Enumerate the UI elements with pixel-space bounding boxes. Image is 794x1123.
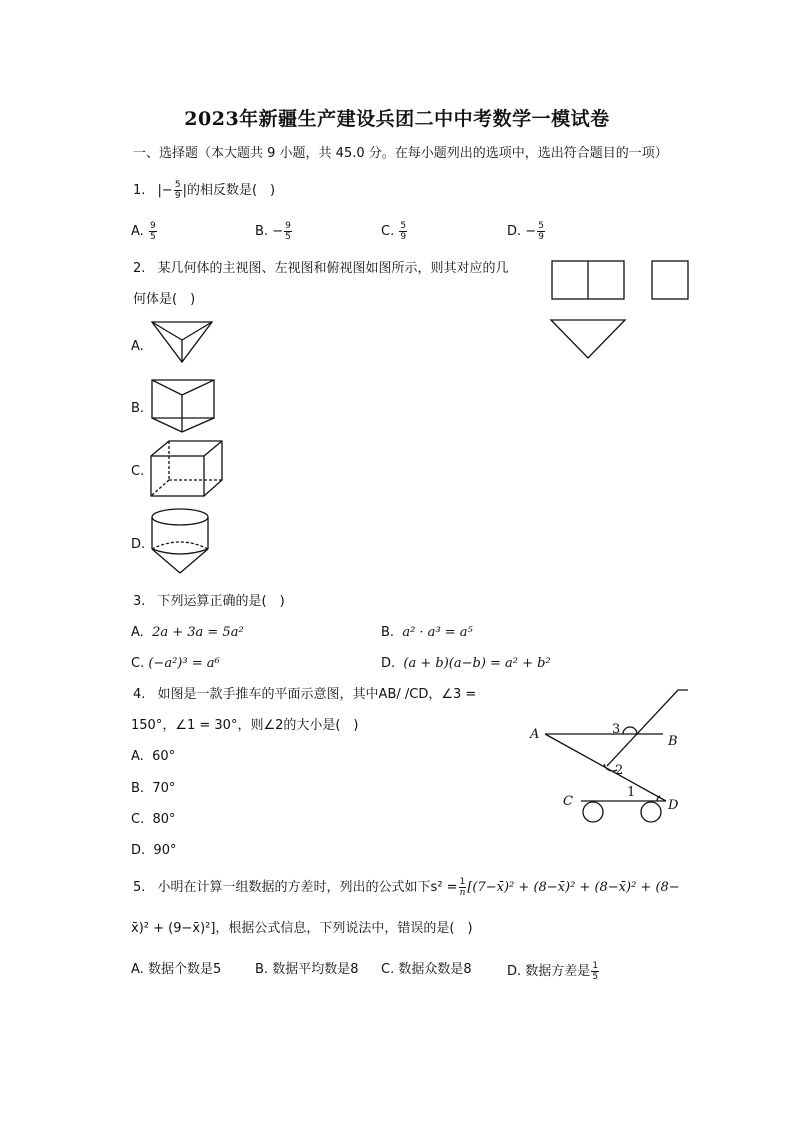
page-title: 2023年新疆生产建设兵团二中中考数学一模试卷 [184,108,610,130]
q3-option-d[interactable]: D. (a + b)(a−b) = a² + b² [381,656,551,671]
q3-option-c[interactable]: C. (−a²)³ = a⁶ [131,656,220,671]
q5-option-d[interactable]: D. 数据方差是 $\frac{1}{5}$ [507,961,599,982]
q1-option-c[interactable]: C. $\frac{5}{9}$ [381,221,407,242]
q5-option-a[interactable]: A. 数据个数是5 [131,962,222,977]
question-5-line2: x̄)² + (9−x̄)²]，根据公式信息，下列说法中，错误的是( ) [131,921,473,936]
question-4: 4. 如图是一款手推车的平面示意图，其中AB/ /CD，∠3 = [133,687,477,702]
fraction: $\frac{5}{9}$ [174,180,181,201]
question-5: 5. 小明在计算一组数据的方差时，列出的公式如下s² = $\frac{1}{n}$ [(7−x̄)² + (8−x̄)² + (8−x̄)² + (8− [133,877,680,898]
label-B: B [668,734,678,749]
q2-option-b[interactable]: B. [131,401,145,416]
q4-option-b[interactable]: B. 70° [131,781,176,796]
q4-option-a[interactable]: A. 60° [131,749,176,764]
question-1: 1. |− $\frac{5}{9}$ |的相反数是( ) [133,180,276,201]
question-stem: 的相反数是( ) [186,183,276,198]
question-4-line2: 150°，∠1 = 30°，则∠2的大小是( ) [131,718,359,733]
question-number: 5. [133,880,146,895]
question-number: 3. [133,594,146,609]
section-heading: 一、选择题（本大题共 9 小题，共 45.0 分。在每小题列出的选项中，选出符合题目的一项） [133,146,668,161]
q2-option-c[interactable]: C. [131,464,145,479]
label-C: C [563,794,573,809]
question-number: 4. [133,687,146,702]
question-2: 2. 某几何体的主视图、左视图和俯视图如图所示，则其对应的几 [133,261,509,276]
label-angle-1: 1 [627,785,636,800]
label-A: A [530,727,540,742]
q5-option-c[interactable]: C. 数据众数是8 [381,962,472,977]
q5-option-b[interactable]: B. 数据平均数是8 [255,962,359,977]
q4-option-c[interactable]: C. 80° [131,812,176,827]
q3-option-a[interactable]: A. 2a + 3a = 5a² [131,625,244,640]
q4-option-d[interactable]: D. 90° [131,843,177,858]
q2-option-d[interactable]: D. [131,537,146,552]
label-angle-2: 2 [615,763,624,778]
question-2-line2: 何体是( ) [133,292,196,307]
label-D: D [668,798,679,813]
question-number: 1. [133,183,146,198]
q3-option-b[interactable]: B. a² · a³ = a⁵ [381,625,473,640]
q1-option-b[interactable]: B. − $\frac{9}{5}$ [255,221,291,242]
q1-option-d[interactable]: D. − $\frac{5}{9}$ [507,221,544,242]
q2-option-a[interactable]: A. [131,339,144,354]
question-number: 2. [133,261,146,276]
question-3: 3. 下列运算正确的是( ) [133,594,285,609]
label-angle-3: 3 [612,722,621,737]
q1-option-a[interactable]: A. $\frac{9}{5}$ [131,221,156,242]
